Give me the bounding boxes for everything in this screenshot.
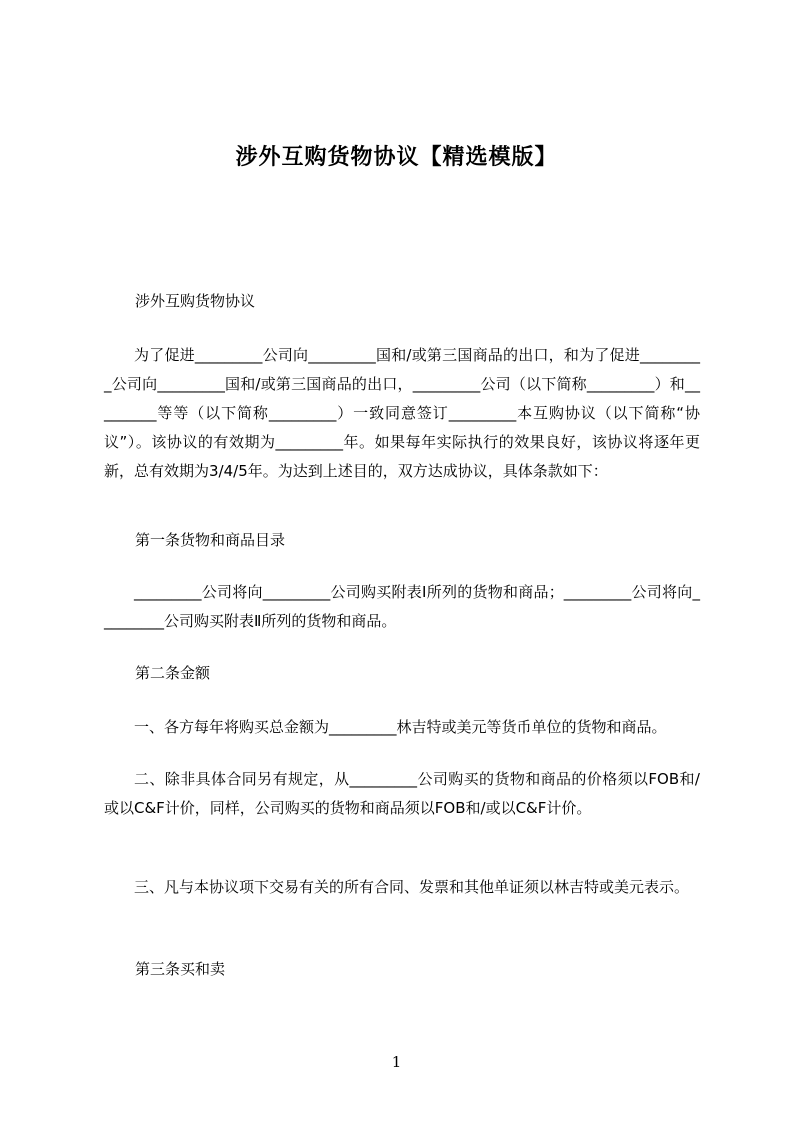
document-title: 涉外互购货物协议【精选模版】	[235, 145, 558, 170]
article2-item2: 二、除非具体合同另有规定，从_________公司购买的货物和商品的价格须以FOB和/或以C&F计价，同样，公司购买的货物和商品须以FOB和/或以C&F计价。	[104, 770, 700, 817]
page-number: 1	[391, 1053, 402, 1071]
document-subtitle: 涉外互购货物协议	[135, 292, 256, 310]
intro-paragraph: 为了促进_________公司向_________国和/或第三国商品的出口，和为了促进_________公司向_________国和/或第三国商品的出口，_________公司（以下简称_________）和_________等等（以下简称_________）一致同意签订_________本互购协议（以下简称“协议”）。该协议的有效期为_________年。如果每年实际执行的效果良好，该协议将逐年更新，总有效期为3/4/5年。为达到上述目的，双方达成协议，具体条款如下：	[104, 346, 700, 480]
article2-heading: 第二条金额	[135, 664, 211, 682]
article2-item3: 三、凡与本协议项下交易有关的所有合同、发票和其他单证须以林吉特或美元表示。	[134, 878, 690, 896]
article3-heading: 第三条买和卖	[135, 960, 226, 978]
article1-paragraph: _________公司将向_________公司购买附表Ⅰ所列的货物和商品；_________公司将向_________公司购买附表Ⅱ所列的货物和商品。	[104, 583, 700, 630]
article1-heading: 第一条货物和商品目录	[135, 531, 286, 549]
article2-item1: 一、各方每年将购买总金额为_________林吉特或美元等货币单位的货物和商品。	[134, 718, 667, 736]
